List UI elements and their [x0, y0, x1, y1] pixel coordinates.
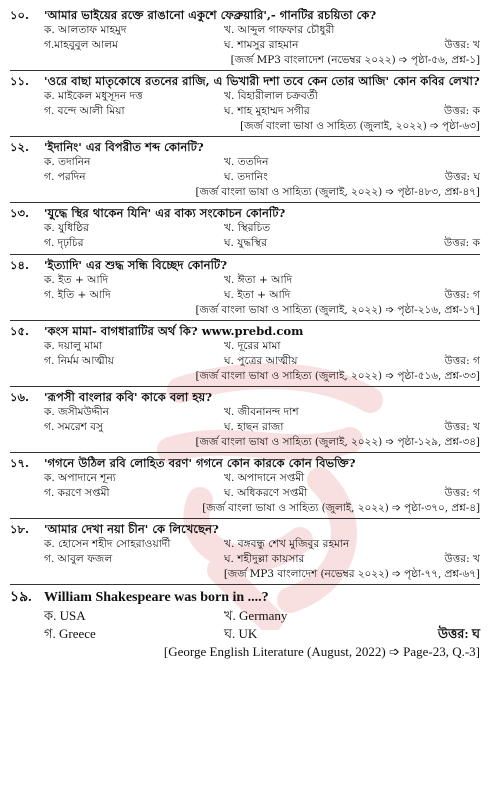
- option: গ. ইতি + আদি: [44, 289, 111, 301]
- option: ঘ. শাহ মুহাম্মদ সগীর: [224, 105, 310, 117]
- option: ক. অপাদানে শূন্য: [44, 472, 116, 484]
- answer-label: [410, 607, 480, 625]
- answer-label: উত্তর: খ: [444, 553, 480, 565]
- question-text: William Shakespeare was born in ....?: [44, 590, 269, 605]
- source-reference: [জর্জ বাংলা ভাষা ও সাহিত্য (জুলাই, ২০২২) ➩ পৃষ্ঠা-৪৮৩, প্রশ্ন-৪৭]: [10, 185, 480, 203]
- answer-label: উত্তর: ঘ: [437, 626, 480, 641]
- answer-label: [410, 339, 480, 354]
- option: ক. তদানিন: [44, 156, 91, 168]
- option: খ. দূরের মামা: [224, 340, 281, 352]
- question-text: 'যুদ্ধে স্থির থাকেন যিনি' এর বাক্য সংকোচন কোনটি?: [44, 206, 286, 220]
- question-block: [10, 206, 480, 255]
- source-reference: [জর্জ বাংলা ভাষা ও সাহিত্য (জুলাই, ২০২২) ➩ পৃষ্ঠা-২১৬, প্রশ্ন-১৭]: [10, 303, 480, 321]
- answer-label: [410, 273, 480, 288]
- option: ক. যুধিষ্ঠির: [44, 222, 89, 234]
- question-block: [10, 390, 480, 453]
- option: গ. পরদিন: [44, 171, 86, 183]
- option: ঘ. তদানিং: [224, 171, 268, 183]
- question-text: 'কংস মামা- বাগধারাটির অর্থ কি? www.prebd.com: [44, 324, 304, 338]
- option: ক. জসীমউদ্দীন: [44, 406, 109, 418]
- question-text: 'আমার ভাইয়ের রক্তে রাঙানো একুশে ফেব্রুয়ারি',- গানটির রচয়িতা কে?: [44, 8, 377, 22]
- option: খ. ঈতা + আদি: [224, 274, 293, 286]
- option: ক. ইত + আদি: [44, 274, 109, 286]
- option: ঘ. অধিকরণে সপ্তমী: [224, 487, 308, 499]
- question-block: [10, 140, 480, 203]
- source-reference: [George English Literature (August, 2022) ➩ Page-23, Q.-3]: [163, 644, 480, 659]
- option: খ. বঙ্গবন্ধু শেখ মুজিবুর রহমান: [224, 538, 350, 550]
- option: ঘ. শামসুর রাহমান: [224, 39, 299, 51]
- answer-label: [410, 89, 480, 104]
- question-text: 'আমার দেখা নয়া চীন' কে লিখেছেন?: [44, 522, 219, 536]
- option: গ. আবুল ফজল: [44, 553, 113, 565]
- answer-label: [410, 405, 480, 420]
- answer-label: উত্তর: খ: [444, 39, 480, 51]
- question-block: [10, 456, 480, 519]
- source-reference: [10, 251, 480, 255]
- question-block: [10, 588, 480, 664]
- option: ঘ. UK: [224, 626, 258, 641]
- answer-label: [410, 23, 480, 38]
- question-text: 'রূপসী বাংলার কবি' কাকে বলা হয়?: [44, 390, 213, 404]
- question-number: ১৯.: [10, 590, 32, 605]
- question-text: 'ইত্যাদি' এর শুদ্ধ সন্ধি বিচ্ছেদ কোনটি?: [44, 258, 227, 272]
- question-block: [10, 324, 480, 387]
- option: খ. অপাদানে সপ্তমী: [224, 472, 305, 484]
- option: ঘ. যুদ্ধস্থির: [224, 237, 268, 249]
- option: ক. হোসেন শহীদ সোহরাওয়ার্দী: [44, 538, 171, 550]
- option: খ. জীবনানন্দ দাশ: [224, 406, 299, 418]
- option: ক. মাইকেল মধুসূদন দত্ত: [44, 90, 143, 102]
- question-text: 'গগনে উঠিল রবি লোহিত বরণ' গগনে কোন কারকে কোন বিভক্তি?: [44, 456, 356, 470]
- question-number: ১৬.: [10, 390, 30, 404]
- question-number: ১২.: [10, 140, 30, 154]
- source-reference: [জর্জ বাংলা ভাষা ও সাহিত্য (জুলাই, ২০২২) ➩ পৃষ্ঠা-৫১৬, প্রশ্ন-৩৩]: [10, 369, 480, 387]
- source-reference: [জর্জ বাংলা ভাষা ও সাহিত্য (জুলাই, ২০২২) ➩ পৃষ্ঠা-৩৭০, প্রশ্ন-৪]: [10, 501, 480, 519]
- source-reference: [জর্জ MP3 বাংলাদেশ (নভেম্বর ২০২২) ➩ পৃষ্ঠা-৭৭, প্রশ্ন-৬৭]: [10, 567, 480, 585]
- option: ক. দয়ালু মামা: [44, 340, 103, 352]
- option: খ. স্থিরচিত: [224, 222, 271, 234]
- question-block: [10, 8, 480, 71]
- answer-label: উত্তর: ক: [443, 105, 480, 117]
- question-block: [10, 522, 480, 585]
- answer-label: উত্তর: ঘ: [444, 171, 480, 183]
- option: গ. সমরেশ বসু: [44, 421, 104, 433]
- question-number: ১১.: [10, 74, 30, 88]
- option: খ. আব্দুল গাফফার চৌধুরী: [224, 24, 335, 36]
- answer-label: উত্তর: গ: [444, 487, 480, 499]
- question-text: 'ওরে বাছা মাতৃকোষে রতনের রাজি, এ ভিখারী দশা তবে কেন তোর আজি' কোন কবির লেখা?: [44, 74, 480, 88]
- answer-label: উত্তর: গ: [444, 355, 480, 367]
- option: গ.মাহবুবুল আলম: [44, 39, 119, 51]
- option: গ. করণে সপ্তমী: [44, 487, 110, 499]
- option: গ. দৃঢ়চির: [44, 237, 84, 249]
- option: গ. নির্মম আত্মীয়: [44, 355, 115, 367]
- question-text: 'ইদানিং' এর বিপরীত শব্দ কোনটি?: [44, 140, 204, 154]
- question-number: ১৩.: [10, 206, 30, 220]
- option: গ. বন্দে আলী মিয়া: [44, 105, 125, 117]
- question-number: ১৮.: [10, 522, 30, 536]
- option: ঘ. হাছন রাজা: [224, 421, 284, 433]
- source-reference: [জর্জ MP3 বাংলাদেশ (নভেম্বর ২০২২) ➩ পৃষ্ঠা-৫৬, প্রশ্ন-১]: [10, 53, 480, 71]
- option: ঘ. ইতা + আদি: [224, 289, 291, 301]
- answer-label: [410, 537, 480, 552]
- source-reference: [জর্জ বাংলা ভাষা ও সাহিত্য (জুলাই, ২০২২) ➩ পৃষ্ঠা-৬৩]: [10, 119, 480, 137]
- option: ক. আলতাফ মাহমুদ: [44, 24, 127, 36]
- answer-label: উত্তর: খ: [444, 421, 480, 433]
- source-reference: [জর্জ বাংলা ভাষা ও সাহিত্য (জুলাই, ২০২২) ➩ পৃষ্ঠা-১২৯, প্রশ্ন-৩৪]: [10, 435, 480, 453]
- question-number: ১০.: [10, 8, 30, 22]
- option: খ. বিহারীলাল চক্রবর্তী: [224, 90, 318, 102]
- question-number: ১৪.: [10, 258, 30, 272]
- answer-label: [410, 471, 480, 486]
- answer-label: [410, 221, 480, 236]
- question-number: ১৫.: [10, 324, 30, 338]
- option: ক. USA: [44, 608, 86, 623]
- option: খ. ততদিন: [224, 156, 269, 168]
- option: গ. Greece: [44, 626, 96, 641]
- option: ঘ. পুত্রের আত্মীয়: [224, 355, 298, 367]
- question-number: ১৭.: [10, 456, 30, 470]
- question-list: [10, 8, 480, 667]
- question-block: [10, 258, 480, 321]
- answer-label: [410, 155, 480, 170]
- answer-label: উত্তর: গ: [444, 289, 480, 301]
- option: ঘ. শহীদুল্লা কায়সার: [224, 553, 305, 565]
- question-block: [10, 74, 480, 137]
- answer-label: উত্তর: ক: [443, 237, 480, 249]
- option: খ. Germany: [224, 608, 288, 623]
